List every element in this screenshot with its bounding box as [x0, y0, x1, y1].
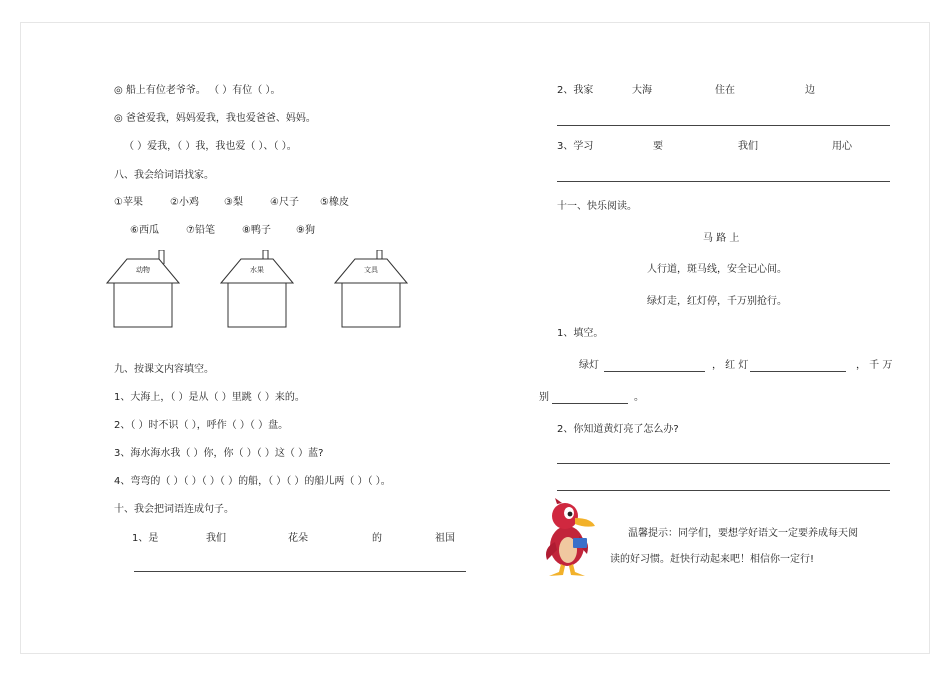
- word-card: 3、学习: [557, 141, 594, 152]
- section10-title: 十、我会把词语连成句子。: [114, 504, 234, 515]
- word-6: ⑥西瓜: [130, 225, 159, 236]
- sentence-1: ◎ 船上有位老爷爷。 （ ）有位（ ）。: [114, 85, 281, 96]
- blank-label: 别: [539, 392, 549, 403]
- poem-title: 马 路 上: [703, 233, 740, 244]
- bird-mascot-icon: [535, 498, 601, 578]
- answer-line[interactable]: [557, 490, 890, 491]
- word-card: 我们: [206, 533, 226, 544]
- word-7: ⑦铅笔: [186, 225, 215, 236]
- fill-item-3: 3、海水海水我（ ）你，你（ ）（ ）这（ ）蓝?: [114, 448, 324, 459]
- blank-label: ， 红 灯: [712, 360, 749, 371]
- answer-line[interactable]: [557, 463, 890, 464]
- house-outline-icon: [220, 250, 294, 330]
- word-card: 1、是: [132, 533, 159, 544]
- blank-label: 。: [634, 392, 644, 403]
- section11-title: 十一、快乐阅读。: [557, 201, 637, 212]
- sentence-2: ◎ 爸爸爱我，妈妈爱我，我也爱爸爸、妈妈。: [114, 113, 316, 124]
- word-8: ⑧鸭子: [242, 225, 271, 236]
- word-5: ⑤橡皮: [320, 197, 349, 208]
- word-3: ③梨: [224, 197, 243, 208]
- blank-label: ， 千 万: [856, 360, 893, 371]
- fill-item-4: 4、弯弯的（ ）（ ）（ ）（ ）的船，（ ）（ ）的船儿两（ ）（ ）。: [114, 476, 391, 487]
- house-label: 水果: [250, 266, 264, 274]
- fill-item-1: 1、大海上，（ ）是从（ ）里跳（ ）来的。: [114, 392, 305, 403]
- question-1: 1、填空。: [557, 328, 604, 339]
- section8-title: 八、我会给词语找家。: [114, 170, 214, 181]
- answer-line[interactable]: [134, 571, 466, 572]
- house-animals: [106, 250, 180, 326]
- house-outline-icon: [334, 250, 408, 330]
- tip-line-2: 读的好习惯。赶快行动起来吧！相信你一定行!: [610, 554, 815, 565]
- word-4: ④尺子: [270, 197, 299, 208]
- house-stationery: [334, 250, 408, 326]
- word-card: 祖国: [435, 533, 455, 544]
- word-1: ①苹果: [114, 197, 143, 208]
- word-card: 大海: [632, 85, 652, 96]
- word-2: ②小鸡: [170, 197, 199, 208]
- tip-line-1: 温馨提示：同学们，要想学好语文一定要养成每天阅: [628, 528, 858, 539]
- answer-blank[interactable]: [750, 371, 846, 372]
- house-label: 文具: [364, 266, 378, 274]
- poem-line: 绿灯走，红灯停，千万别抢行。: [647, 296, 787, 307]
- answer-line[interactable]: [557, 125, 890, 126]
- word-9: ⑨狗: [296, 225, 315, 236]
- house-outline-icon: [106, 250, 180, 330]
- sentence-3: （ ）爱我，（ ）我，我也爱（ ）、（ ）。: [124, 141, 297, 152]
- word-card: 住在: [715, 85, 735, 96]
- house-label: 动物: [136, 266, 150, 274]
- answer-blank[interactable]: [604, 371, 705, 372]
- word-card: 边: [805, 85, 815, 96]
- word-card: 2、我家: [557, 85, 594, 96]
- house-fruit: [220, 250, 294, 326]
- question-2: 2、你知道黄灯亮了怎么办?: [557, 424, 679, 435]
- word-card: 要: [653, 141, 663, 152]
- section9-title: 九、按课文内容填空。: [114, 364, 214, 375]
- fill-item-2: 2、（ ）时不识（ ），呼作（ ）（ ）盘。: [114, 420, 289, 431]
- answer-blank[interactable]: [552, 403, 628, 404]
- blank-label: 绿灯: [579, 360, 599, 371]
- poem-line: 人行道，斑马线，安全记心间。: [647, 264, 787, 275]
- word-card: 花朵: [288, 533, 308, 544]
- answer-line[interactable]: [557, 181, 890, 182]
- word-card: 的: [372, 533, 382, 544]
- word-card: 用心: [832, 141, 852, 152]
- word-card: 我们: [738, 141, 758, 152]
